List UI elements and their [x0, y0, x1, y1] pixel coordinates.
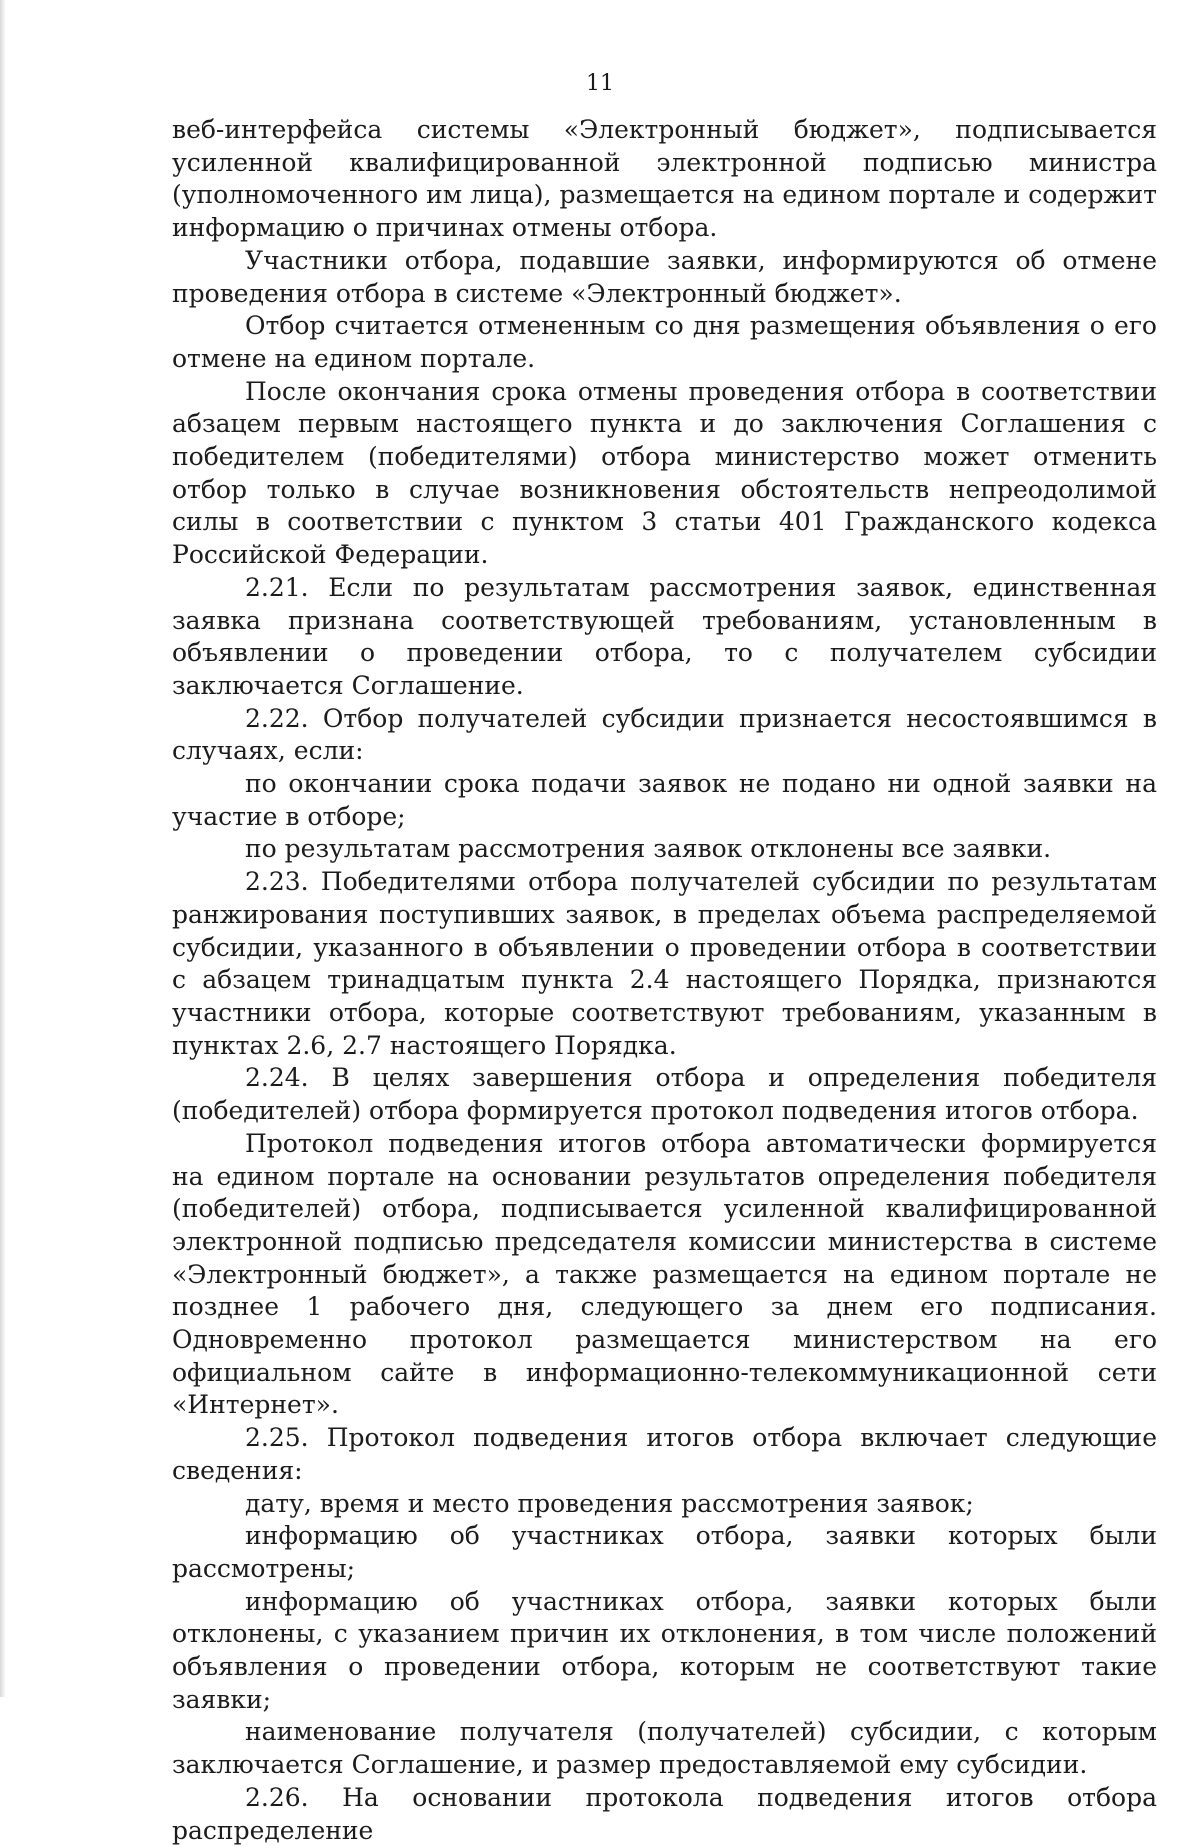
paragraph: 2.23. Победителями отбора получателей субсидии по результатам ранжирования поступивших заявок, в пределах объема распределяемой субсидии, указанного в объявлении о проведении отбора в соответствии с абзацем тринадцатым пункта 2.4 настоящего Порядка, признаются участники отбора, которые соответствуют требованиям, указанным в пунктах 2.6, 2.7 настоящего Порядка.: [172, 867, 1157, 1060]
scan-edge-shadow: [0, 0, 6, 1697]
paragraph: информацию об участниках отбора, заявки которых были отклонены, с указанием причин их отклонения, в том числе положений объявления о проведении отбора, которым не соответствуют такие заявки;: [172, 1586, 1157, 1714]
paragraph: После окончания срока отмены проведения отбора в соответствии абзацем первым настоящего пункта и до заключения Соглашения с победителем (победителями) отбора министерство может отменить отбор только в случае возникновения обстоятельств непреодолимой силы в соответствии с пунктом 3 статьи 401 Гражданского кодекса Российской Федерации.: [172, 376, 1157, 570]
paragraph: Участники отбора, подавшие заявки, информируются об отмене проведения отбора в системе «Электронный бюджет».: [172, 245, 1157, 308]
paragraph: информацию об участниках отбора, заявки которых были рассмотрены;: [172, 1521, 1157, 1583]
document-body: [172, 114, 1157, 1847]
paragraph: по окончании срока подачи заявок не подано ни одной заявки на участие в отборе;: [172, 769, 1157, 831]
paragraph: наименование получателя (получателей) субсидии, с которым заключается Соглашение, и размер предоставляемой ему субсидии.: [172, 1717, 1157, 1780]
page-number: 11: [586, 71, 614, 96]
paragraph: 2.22. Отбор получателей субсидии признается несостоявшимся в случаях, если:: [172, 703, 1157, 766]
paragraph: 2.21. Если по результатам рассмотрения заявок, единственная заявка признана соответствующей требованиям, установленным в объявлении о проведении отбора, то с получателем субсидии заключается Соглашение.: [172, 572, 1157, 700]
paragraph: Отбор считается отмененным со дня размещения объявления о его отмене на едином портале.: [172, 311, 1157, 373]
paragraph: по результатам рассмотрения заявок отклонены все заявки.: [245, 834, 1052, 864]
paragraph: 2.24. В целях завершения отбора и определения победителя (победителей) отбора формируется протокол подведения итогов отбора.: [172, 1063, 1157, 1126]
paragraph: веб-интерфейса системы «Электронный бюджет», подписывается усиленной квалифицированной электронной подписью министра (уполномоченного им лица), размещается на едином портале и содержит информацию о причинах отмены отбора.: [172, 115, 1157, 243]
paragraph: Протокол подведения итогов отбора автоматически формируется на едином портале на основании результатов определения победителя (победителей) отбора, подписывается усиленной квалифицированной электронной подписью председателя комиссии министерства в системе «Электронный бюджет», а также размещается на едином портале не позднее 1 рабочего дня, следующего за днем его подписания. Одновременно протокол размещается министерством на его официальном сайте в информационно-телекоммуникационной сети «Интернет».: [172, 1128, 1157, 1420]
paragraph: 2.26. На основании протокола подведения итогов отбора распределение: [172, 1782, 1157, 1845]
paragraph: 2.25. Протокол подведения итогов отбора включает следующие сведения:: [172, 1423, 1157, 1485]
paragraph: дату, время и место проведения рассмотрения заявок;: [245, 1488, 974, 1518]
